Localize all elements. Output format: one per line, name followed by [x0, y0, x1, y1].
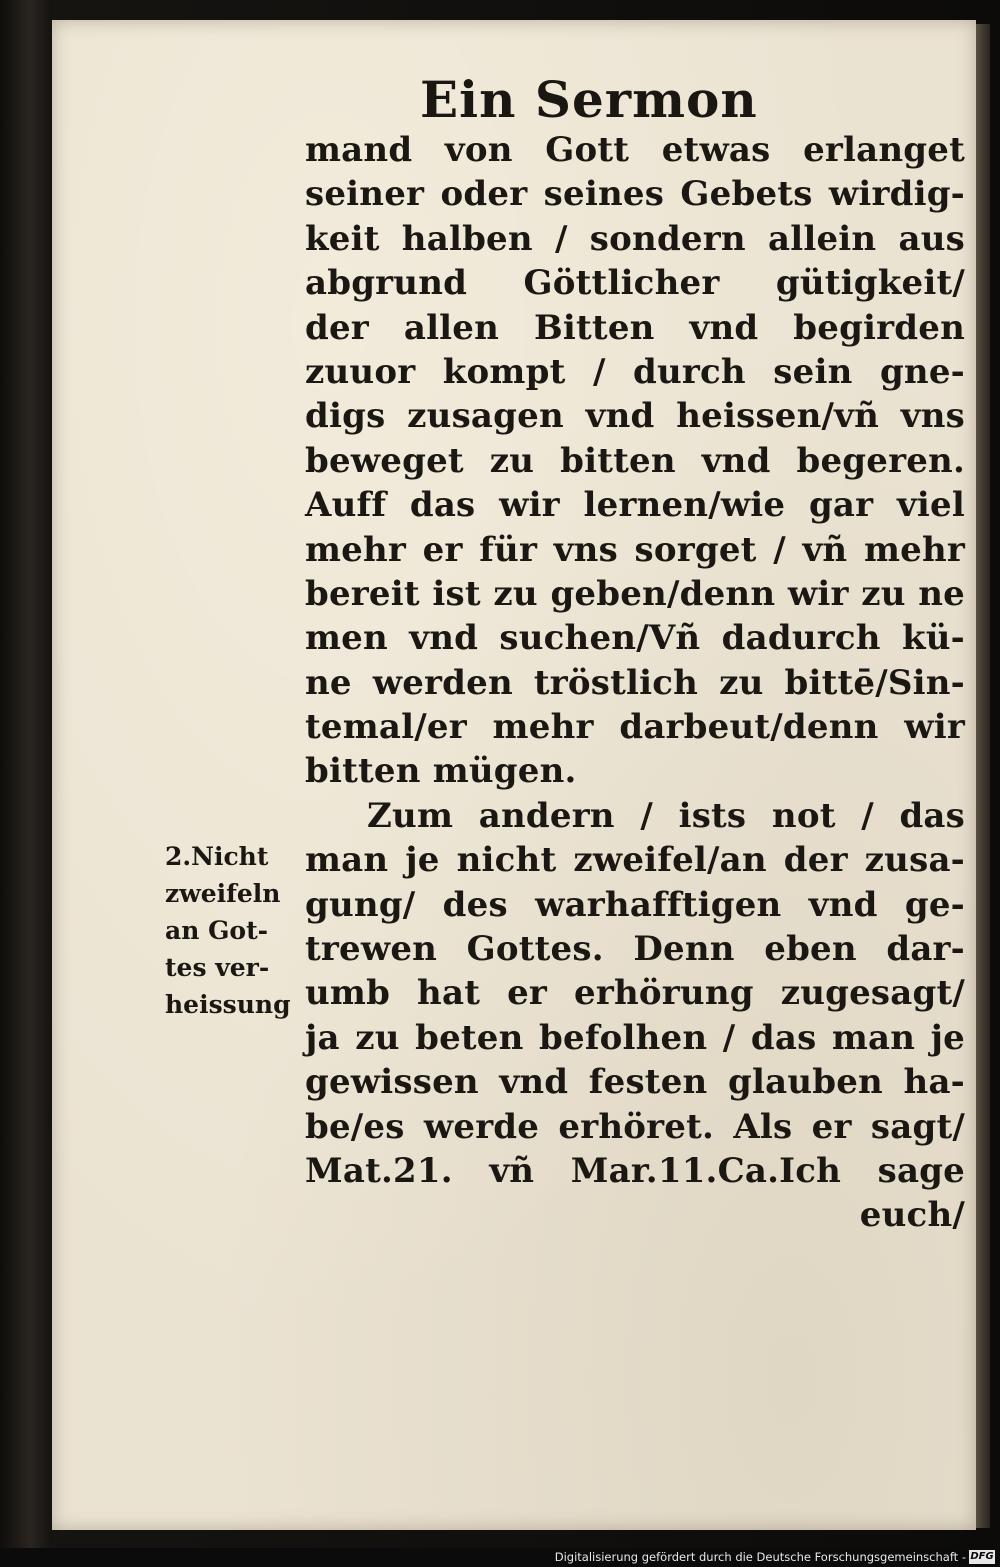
text-line: der allen Bitten vnd begirden	[305, 307, 965, 348]
text-line: digs zusagen vnd heissen/vñ vns	[305, 396, 965, 437]
text-line: trewen Gottes. Denn eben dar-	[305, 929, 965, 970]
text-line: mehr er für vns sorget / vñ mehr	[305, 529, 965, 570]
marginal-line: an Got-	[165, 916, 269, 945]
text-line: Zum andern / ists not / das	[367, 795, 965, 836]
text-line: ja zu beten befolhen / das man je	[305, 1017, 965, 1058]
text-line: be/es werde erhöret. Als er sagt/	[305, 1106, 965, 1147]
dfg-logo-icon: DFG	[970, 1551, 994, 1562]
body-text	[305, 128, 965, 1238]
marginal-line: heissung	[165, 990, 291, 1019]
text-line: Auff das wir lernen/wie gar viel	[305, 485, 965, 526]
running-head: Ein Sermon	[420, 70, 758, 129]
text-line: keit halben / sondern allein aus	[305, 218, 965, 259]
text-line: temal/er mehr darbeut/denn wir	[305, 707, 965, 748]
marginal-line: 2.Nicht	[165, 842, 269, 871]
text-line: bereit ist zu geben/denn wir zu ne	[305, 573, 965, 614]
text-line: abgrund Göttlicher gütigkeit/	[305, 263, 965, 304]
text-line: gung/ des warhafftigen vnd ge-	[305, 884, 965, 925]
marginal-line: tes ver-	[165, 953, 270, 982]
text-line: men vnd suchen/Vñ dadurch kü-	[305, 618, 965, 659]
text-line: Mat.21. vñ Mar.11.Ca.Ich sage	[305, 1150, 965, 1191]
text-line: beweget zu bitten vnd begeren.	[305, 440, 965, 481]
marginal-note	[165, 838, 305, 1023]
text-line: zuuor kompt / durch sein gne-	[305, 351, 965, 392]
text-line: seiner oder seines Gebets wirdig-	[305, 174, 965, 215]
text-line: man je nicht zweifel/an der zusa-	[305, 840, 965, 881]
text-line: bitten mügen.	[305, 751, 577, 792]
text-line: ne werden tröstlich zu bittē/Sin-	[305, 662, 965, 703]
page-edge	[976, 24, 990, 1528]
text-line: mand von Gott etwas erlanget	[305, 130, 965, 170]
text-line: umb hat er erhörung zugesagt/	[305, 973, 965, 1014]
marginal-line: zweifeln	[165, 879, 281, 908]
funding-credit: Digitalisierung gefördert durch die Deutsche Forschungsgemeinschaft -	[554, 1550, 966, 1564]
catchword: euch/	[859, 1195, 965, 1236]
text-line: gewissen vnd festen glauben ha-	[305, 1062, 965, 1103]
